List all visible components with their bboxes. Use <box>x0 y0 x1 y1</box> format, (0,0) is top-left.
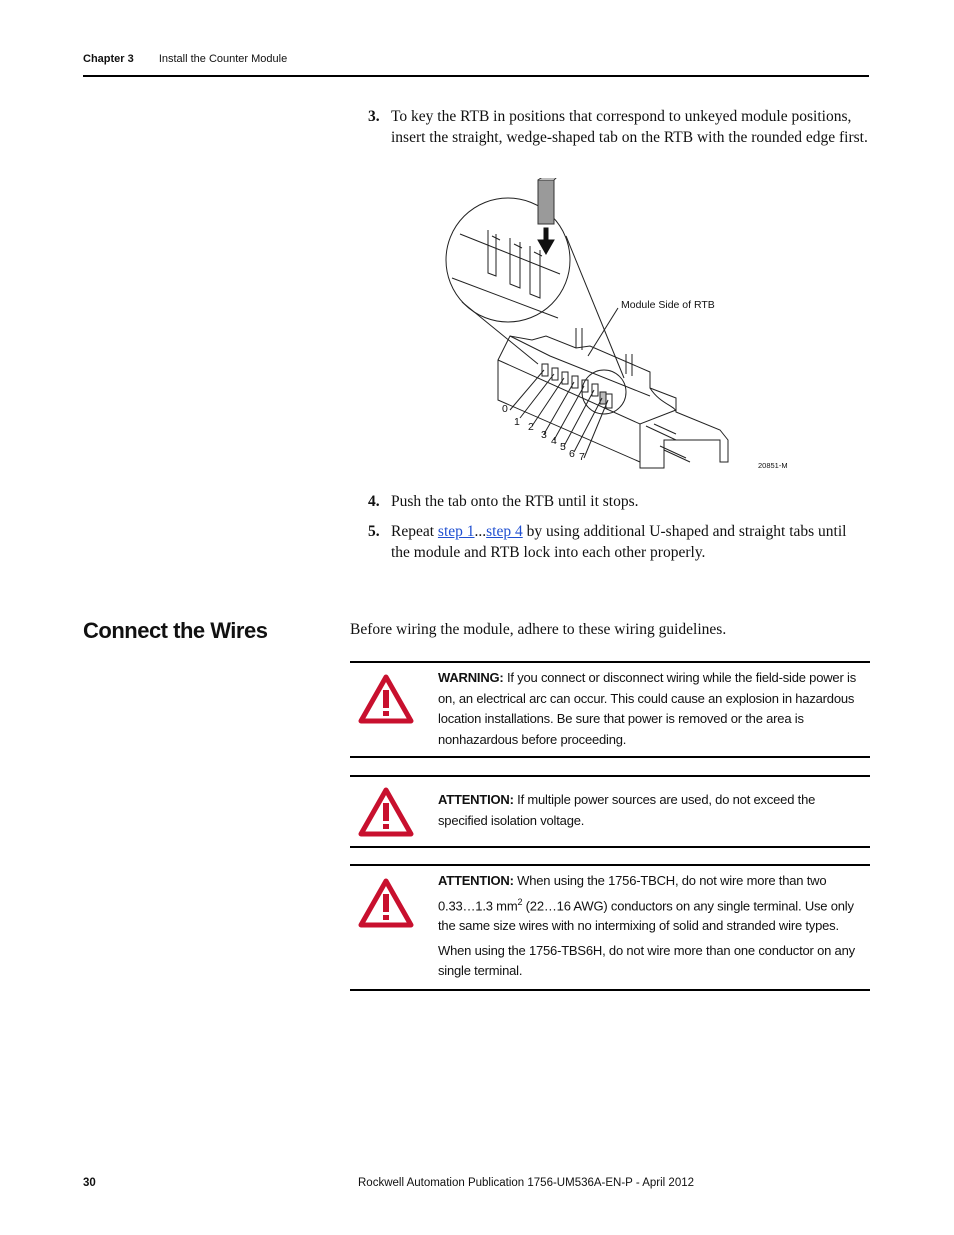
warning-notice <box>350 661 870 758</box>
step-4 <box>368 492 868 513</box>
page-number: 30 <box>83 1177 96 1189</box>
notice-body: When using the 1756-TBCH, do not wire more than two 0.33…1.3 mm <box>438 873 827 913</box>
notice-text <box>438 668 864 750</box>
callout-label: Module Side of RTB <box>621 299 715 311</box>
notice-label: ATTENTION: <box>438 792 514 807</box>
superscript: 2 <box>517 896 523 907</box>
position-label: 7 <box>579 451 585 463</box>
figure-id: 20851-M <box>758 461 788 470</box>
publication-info: Rockwell Automation Publication 1756-UM536A-EN-P - April 2012 <box>358 1177 695 1189</box>
rtb-keying-figure <box>440 178 820 478</box>
notice-body: If you connect or disconnect wiring while the field-side power is on, an electrical arc can occur. This could cause an explosion in hazardous location installations. Be sure that power is removed or the area is nonhazardous before proceeding. <box>438 670 856 747</box>
notice-body: If multiple power sources are used, do not exceed the specified isolation voltage. <box>438 792 816 828</box>
notice-paragraph <box>438 871 864 937</box>
attention-notice <box>350 864 870 991</box>
position-label: 3 <box>541 429 547 441</box>
step-text-prefix: Repeat <box>391 523 438 540</box>
notice-text <box>438 790 864 831</box>
step-3 <box>368 107 868 148</box>
section-intro: Before wiring the module, adhere to these wiring guidelines. <box>350 621 727 638</box>
chapter-label: Chapter 3 <box>83 53 134 65</box>
warning-triangle-icon <box>358 878 414 928</box>
step-text <box>391 522 868 563</box>
step-5 <box>368 522 868 563</box>
step-1-link[interactable]: step 1 <box>437 523 475 540</box>
section-heading: Connect the Wires <box>83 618 268 643</box>
step-range-separator: ... <box>474 523 487 540</box>
chapter-title: Install the Counter Module <box>158 53 288 65</box>
position-label: 2 <box>528 421 534 433</box>
notice-body: (22…16 AWG) conductors on any single terminal. Use only the same size wires with no intermixing of solid and stranded wire types. <box>438 897 854 934</box>
notice-paragraph: When using the 1756-TBS6H, do not wire more than one conductor on any single terminal. <box>438 942 855 979</box>
notice-text <box>438 871 864 982</box>
step-4-link[interactable]: step 4 <box>486 523 523 540</box>
step-text: To key the RTB in positions that correspond to unkeyed module positions, insert the straight, wedge-shaped tab on the RTB with the rounded edge first. <box>391 108 868 146</box>
position-label: 4 <box>551 435 557 447</box>
attention-notice <box>350 775 870 848</box>
notice-label: WARNING: <box>438 670 504 685</box>
wedge-tab <box>538 180 554 224</box>
warning-triangle-icon <box>358 674 414 724</box>
step-number: 5. <box>368 523 380 540</box>
position-label: 1 <box>514 416 520 428</box>
position-label: 6 <box>569 448 575 460</box>
header-rule <box>83 75 869 77</box>
position-label: 0 <box>502 403 508 415</box>
warning-triangle-icon <box>358 787 414 837</box>
running-header <box>83 53 287 65</box>
notice-label: ATTENTION: <box>438 873 514 888</box>
step-text-suffix: by using additional U-shaped and straight tabs until the module and RTB lock into each other properly. <box>391 523 847 561</box>
step-number: 3. <box>368 108 380 125</box>
step-text: Push the tab onto the RTB until it stops. <box>391 493 639 510</box>
step-number: 4. <box>368 493 380 510</box>
position-label: 5 <box>560 441 566 453</box>
